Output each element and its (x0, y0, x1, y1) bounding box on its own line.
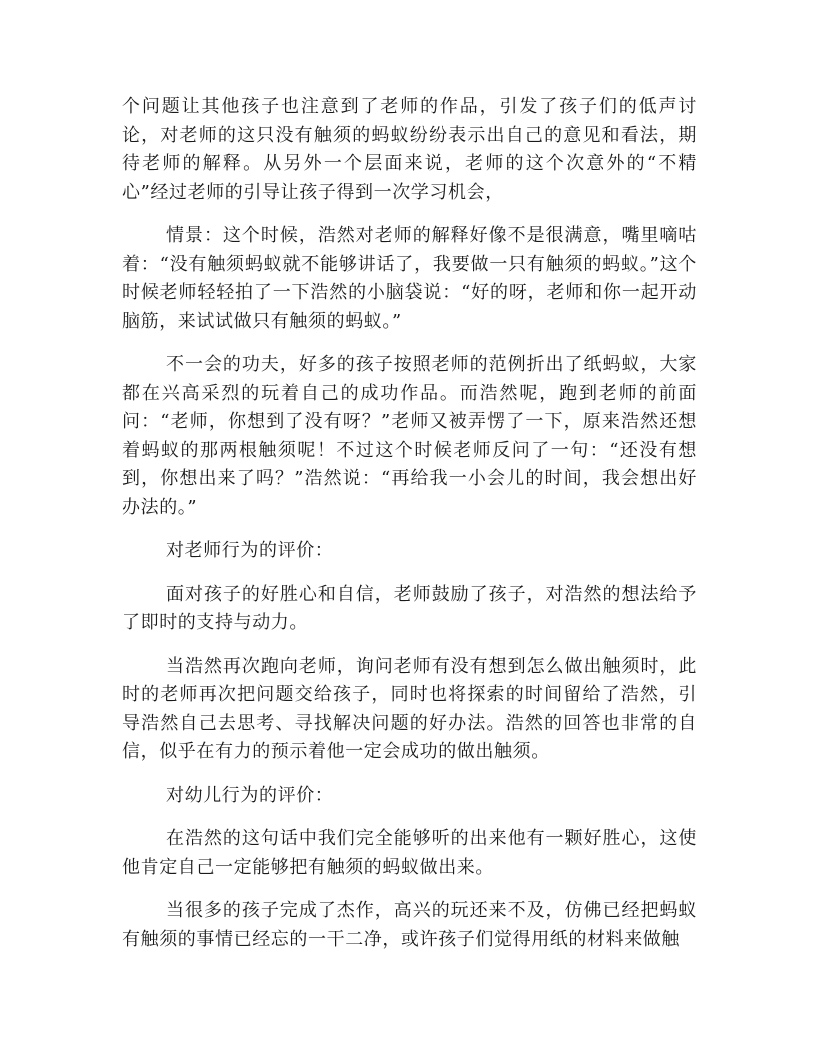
section-heading-teacher-evaluation: 对老师行为的评价： (166, 540, 334, 561)
document-body (122, 93, 697, 969)
section-heading-child-evaluation: 对幼儿行为的评价： (166, 784, 334, 806)
paragraph-3: 不一会的功夫，好多的孩子按照老师的范例折出了纸蚂蚁，大家都在兴高采烈的玩着自己的成功作品。而浩然呢，跑到老师的前面问：“老师，你想到了没有呀？”老师又被弄愣了一下，原来浩然还想着蚂蚁的那两根触须呢！不过这个时候老师反问了一句：“还没有想到，你想出来了吗？”浩然说：“再给我一小会儿的时间，我会想出好办法的。” (122, 354, 697, 518)
paragraph-1: 个问题让其他孩子也注意到了老师的作品，引发了孩子们的低声讨论，对老师的这只没有触须的蚂蚁纷纷表示出自己的意见和看法，期待老师的解释。从另外一个层面来说，老师的这个次意外的“不精心”经过老师的引导让孩子得到一次学习机会， (122, 96, 697, 203)
paragraph-6: 当浩然再次跑向老师，询问老师有没有想到怎么做出触须时，此时的老师再次把问题交给孩子，同时也将探索的时间留给了浩然，引导浩然自己去思考、寻找解决问题的好办法。浩然的回答也非常的自信，似乎在有力的预示着他一定会成功的做出触须。 (122, 655, 697, 762)
paragraph-5: 面对孩子的好胜心和自信，老师鼓励了孩子，对浩然的想法给予了即时的支持与动力。 (122, 583, 697, 633)
paragraph-2: 情景：这个时候，浩然对老师的解释好像不是很满意，嘴里嘀咕着：“没有触须蚂蚁就不能够讲话了，我要做一只有触须的蚂蚁。”这个时候老师轻轻拍了一下浩然的小脑袋说：“好的呀，老师和你一起开动脑筋，来试试做只有触须的蚂蚁。” (122, 225, 697, 332)
paragraph-8: 在浩然的这句话中我们完全能够听的出来他有一颗好胜心，这使他肯定自己一定能够把有触须的蚂蚁做出来。 (122, 828, 697, 878)
paragraph-9: 当很多的孩子完成了杰作，高兴的玩还来不及，仿佛已经把蚂蚁有触须的事情已经忘的一干二净，或许孩子们觉得用纸的材料来做触 (122, 900, 697, 950)
